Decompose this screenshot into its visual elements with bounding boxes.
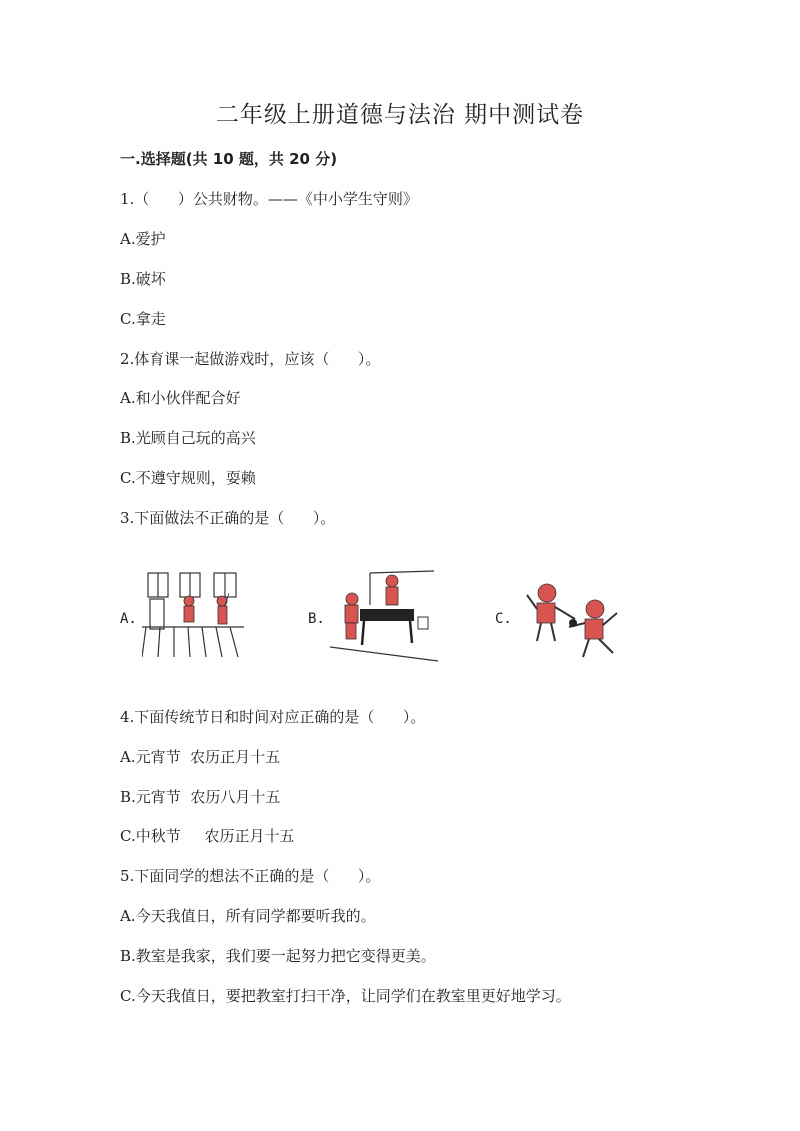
question-2-option-c[interactable]: C.不遵守规则，耍赖 xyxy=(120,469,256,487)
question-2-option-a[interactable]: A.和小伙伴配合好 xyxy=(120,389,241,407)
table-cleaning-illustration xyxy=(330,565,440,665)
question-2-stem: 2.体育课一起做游戏时，应该（ ）。 xyxy=(120,350,381,368)
question-1-option-a[interactable]: A.爱护 xyxy=(120,230,166,248)
question-4-stem: 4.下面传统节日和时间对应正确的是（ ）。 xyxy=(120,708,426,726)
question-4-option-a[interactable]: A.元宵节 农历正月十五 xyxy=(120,748,281,766)
option-b-label: B. xyxy=(308,611,325,627)
question-1-option-b[interactable]: B.破坏 xyxy=(120,270,166,288)
question-5-option-c[interactable]: C.今天我值日，要把教室打扫干净，让同学们在教室里更好地学习。 xyxy=(120,987,571,1005)
question-3-image-options xyxy=(120,565,640,665)
question-2-option-b[interactable]: B.光顾自己玩的高兴 xyxy=(120,429,256,447)
question-3-stem: 3.下面做法不正确的是（ ）。 xyxy=(120,509,336,527)
question-4-option-b[interactable]: B.元宵节 农历八月十五 xyxy=(120,788,281,806)
question-4-option-c[interactable]: C.中秋节 农历正月十五 xyxy=(120,827,295,845)
question-3-option-a[interactable] xyxy=(120,565,250,665)
option-a-label: A. xyxy=(120,611,137,627)
question-5-option-b[interactable]: B.教室是我家，我们要一起努力把它变得更美。 xyxy=(120,947,436,965)
page-title: 二年级上册道德与法治 期中测试卷 xyxy=(215,102,585,128)
window-cleaning-illustration xyxy=(142,565,252,665)
option-c-label: C. xyxy=(495,611,512,627)
question-3-option-b[interactable] xyxy=(308,565,448,665)
question-5-option-a[interactable]: A.今天我值日，所有同学都要听我的。 xyxy=(120,907,376,925)
question-1-stem: 1.（ ）公共财物。——《中小学生守则》 xyxy=(120,190,418,208)
question-5-stem: 5.下面同学的想法不正确的是（ ）。 xyxy=(120,867,381,885)
section-heading: 一.选择题(共 10 题，共 20 分) xyxy=(120,150,338,168)
question-3-option-c[interactable] xyxy=(495,565,640,665)
question-1-option-c[interactable]: C.拿走 xyxy=(120,310,166,328)
fighting-illustration xyxy=(525,565,640,665)
